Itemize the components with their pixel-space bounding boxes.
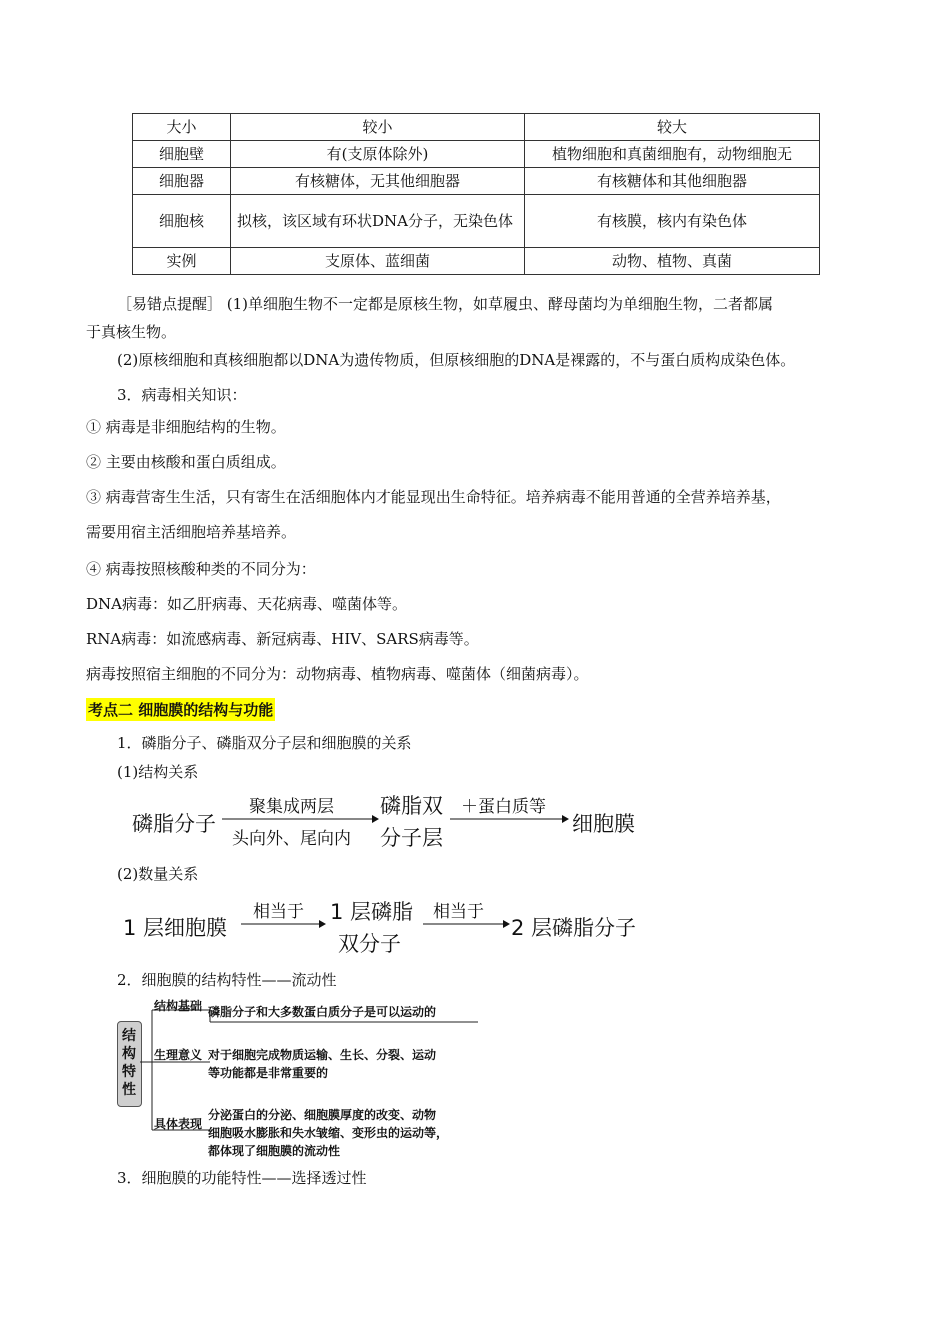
flow1-mid-line2: 分子层 [380, 826, 443, 850]
branch-1-label: 结构基础 [154, 999, 203, 1013]
flow2-mid-line1: 1 层磷脂 [330, 900, 414, 924]
tip-paragraph-1-line-2: 于真核生物。 [86, 323, 177, 341]
branch-3-label: 具体表现 [154, 1117, 203, 1131]
prokaryote-cell: 有核糖体，无其他细胞器 [231, 168, 525, 195]
flow2-end: 2 层磷脂分子 [511, 916, 637, 940]
flow2-arrow2 [423, 918, 511, 930]
flow1-arrow2 [450, 813, 570, 825]
subheading-quantity: (2)数量关系 [117, 865, 199, 883]
row-label: 实例 [133, 248, 231, 275]
host-classification-line: 病毒按照宿主细胞的不同分为：动物病毒、植物病毒、噬菌体（细菌病毒）。 [86, 665, 589, 683]
flow2-start: 1 层细胞膜 [123, 916, 228, 940]
branch-2-text-line1: 对于细胞完成物质运输、生长、分裂、运动 [208, 1048, 437, 1062]
subheading-3: 3．细胞膜的功能特性——选择透过性 [117, 1169, 367, 1187]
virus-item-2: ② 主要由核酸和蛋白质组成。 [86, 453, 286, 471]
flow2-mid-line2: 双分子 [338, 932, 401, 956]
branch-1-text: 磷脂分子和大多数蛋白质分子是可以运动的 [208, 1005, 437, 1019]
prokaryote-cell: 支原体、蓝细菌 [231, 248, 525, 275]
flow1-end: 细胞膜 [572, 812, 635, 836]
dna-virus-line: DNA病毒：如乙肝病毒、天花病毒、噬菌体等。 [86, 595, 407, 613]
virus-item-3-line-2: 需要用宿主活细胞培养基培养。 [86, 523, 297, 541]
prokaryote-cell: 有(支原体除外) [231, 141, 525, 168]
row-label: 细胞器 [133, 168, 231, 195]
subheading-1: 1．磷脂分子、磷脂双分子层和细胞膜的关系 [117, 734, 412, 752]
row-label: 大小 [133, 114, 231, 141]
branch-2-label: 生理意义 [154, 1048, 203, 1062]
virus-item-3-line-1: ③ 病毒营寄生生活，只有寄生在活细胞体内才能显现出生命特征。培养病毒不能用普通的全营养培养基， [86, 488, 781, 506]
eukaryote-cell: 植物细胞和真菌细胞有，动物细胞无 [525, 141, 820, 168]
branch-3-text-line3: 都体现了细胞膜的流动性 [208, 1144, 341, 1158]
eukaryote-cell: 动物、植物、真菌 [525, 248, 820, 275]
characteristic-box-label: 结 构 特 性 [122, 1028, 136, 1098]
flow1-mid-line1: 磷脂双 [380, 794, 443, 818]
subheading-structure: (1)结构关系 [117, 763, 199, 781]
row-label: 细胞核 [133, 195, 231, 248]
branch-3-text-line2: 细胞吸水膨胀和失水皱缩、变形虫的运动等， [208, 1126, 449, 1140]
flow2-arrow1-top: 相当于 [253, 902, 304, 922]
rna-virus-line: RNA病毒：如流感病毒、新冠病毒、HIV、SARS病毒等。 [86, 630, 479, 648]
table-row [133, 141, 820, 168]
flow1-arrow1-top: 聚集成两层 [249, 797, 334, 817]
tip-paragraph-1-line-1: ［易错点提醒］ (1)单细胞生物不一定都是原核生物，如草履虫、酵母菌均为单细胞生物，二者都属 [117, 295, 774, 313]
section-title: 考点二 细胞膜的结构与功能 [86, 698, 275, 721]
flow1-start: 磷脂分子 [132, 812, 216, 836]
flow2-arrow2-top: 相当于 [433, 902, 484, 922]
tip-paragraph-2: (2)原核细胞和真核细胞都以DNA为遗传物质，但原核细胞的DNA是裸露的，不与蛋白质构成染色体。 [117, 351, 796, 369]
branch-2-text-line2: 等功能都是非常重要的 [208, 1066, 329, 1080]
eukaryote-cell: 有核糖体和其他细胞器 [525, 168, 820, 195]
table-row [133, 248, 820, 275]
table-row [133, 114, 820, 141]
prokaryote-cell: 较小 [231, 114, 525, 141]
table-row [133, 168, 820, 195]
table-row [133, 195, 820, 248]
branch-3-text-line1: 分泌蛋白的分泌、细胞膜厚度的改变、动物 [208, 1108, 437, 1122]
prokaryote-cell: 拟核，该区域有环状DNA分子，无染色体 [231, 195, 525, 248]
flow2-arrow1 [241, 918, 327, 930]
virus-item-4: ④ 病毒按照核酸种类的不同分为： [86, 560, 316, 578]
subheading-2: 2．细胞膜的结构特性——流动性 [117, 971, 337, 989]
virus-heading: 3．病毒相关知识： [117, 386, 247, 404]
eukaryote-cell: 较大 [525, 114, 820, 141]
flow1-arrow1-bottom: 头向外、尾向内 [232, 829, 351, 849]
eukaryote-cell: 有核膜，核内有染色体 [525, 195, 820, 248]
virus-item-1: ① 病毒是非细胞结构的生物。 [86, 418, 286, 436]
flow1-arrow2-top: ＋蛋白质等 [461, 797, 546, 817]
comparison-table [132, 113, 820, 275]
row-label: 细胞壁 [133, 141, 231, 168]
